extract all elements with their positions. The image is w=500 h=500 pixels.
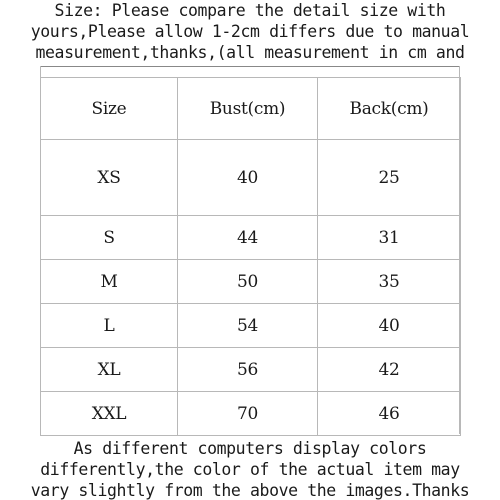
- note-line: Size: Please compare the detail size with: [54, 1, 446, 20]
- cell-bust: 44: [178, 216, 318, 260]
- cell-size: M: [41, 260, 178, 304]
- cell-back: 35: [318, 260, 461, 304]
- note-line: yours,Please allow 1-2cm differs due to manual: [30, 22, 470, 41]
- cell-bust: 56: [178, 348, 318, 392]
- cell-bust: 50: [178, 260, 318, 304]
- table-row: [41, 140, 461, 216]
- table-row: [41, 392, 461, 436]
- header-size: Size: [41, 78, 178, 140]
- size-chart-table: [40, 77, 461, 436]
- cell-back: 25: [318, 140, 461, 216]
- header-bust: Bust(cm): [178, 78, 318, 140]
- note-line: measurement,thanks,(all measurement in cm and: [35, 43, 465, 62]
- color-disclaimer-note: [0, 438, 500, 500]
- cell-size: XXL: [41, 392, 178, 436]
- table-row: [41, 348, 461, 392]
- cell-size: XL: [41, 348, 178, 392]
- cell-back: 42: [318, 348, 461, 392]
- cell-back: 40: [318, 304, 461, 348]
- table-header-row: [41, 78, 461, 140]
- cell-size: S: [41, 216, 178, 260]
- cell-bust: 40: [178, 140, 318, 216]
- cell-size: L: [41, 304, 178, 348]
- cell-back: 46: [318, 392, 461, 436]
- table-row: [41, 304, 461, 348]
- divider: [40, 66, 460, 67]
- note-line: differently,the color of the actual item may: [40, 460, 460, 479]
- cell-size: XS: [41, 140, 178, 216]
- size-instructions-note: [0, 0, 500, 66]
- cell-back: 31: [318, 216, 461, 260]
- cell-bust: 70: [178, 392, 318, 436]
- table-row: [41, 260, 461, 304]
- header-back: Back(cm): [318, 78, 461, 140]
- note-line: As different computers display colors: [73, 439, 427, 458]
- table-row: [41, 216, 461, 260]
- cell-bust: 54: [178, 304, 318, 348]
- note-line: vary slightly from the above the images.Thanks: [30, 481, 470, 500]
